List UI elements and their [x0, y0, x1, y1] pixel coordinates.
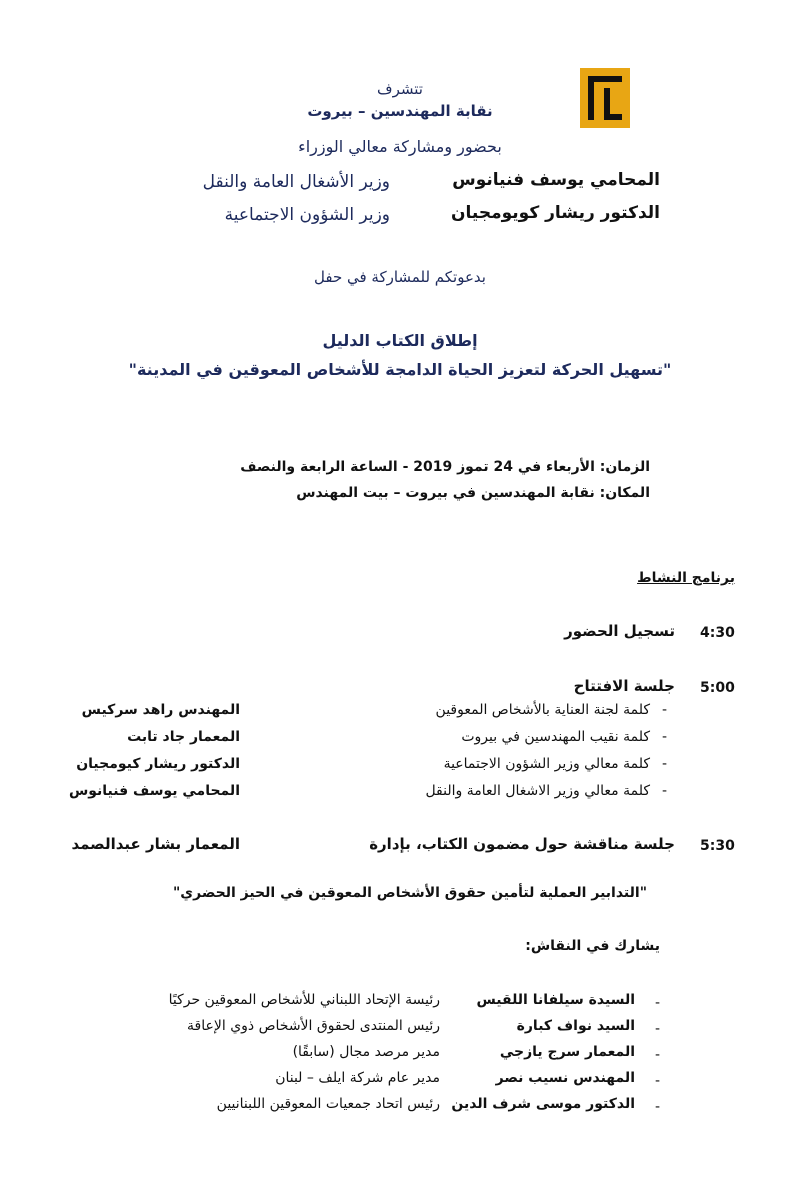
- participant-5-role: رئيس اتحاد جمعيات المعوقين اللبنانيين: [216, 1096, 440, 1112]
- honor-line: تتشرف: [377, 80, 423, 98]
- speaker-4: المحامي يوسف فنيانوس: [68, 783, 240, 799]
- bullet-dash: -: [662, 756, 668, 772]
- bullet-dash: -: [655, 1021, 661, 1037]
- participant-4-name: المهندس نسيب نصر: [495, 1070, 635, 1086]
- bullet-dash: -: [662, 729, 668, 745]
- slot3-title: جلسة مناقشة حول مضمون الكتاب، بإدارة: [369, 835, 675, 853]
- speech-3: كلمة معالي وزير الشؤون الاجتماعية: [443, 756, 650, 772]
- bullet-dash: -: [655, 995, 661, 1011]
- speaker-1: المهندس راهد سركيس: [81, 702, 240, 718]
- bullet-dash: -: [655, 1047, 661, 1063]
- participant-5-name: الدكتور موسى شرف الدين: [451, 1096, 635, 1112]
- slot1-time: 4:30: [700, 625, 735, 641]
- speaker-2: المعمار جاد تابت: [127, 729, 240, 745]
- speech-1: كلمة لجنة العناية بالأشخاص المعوقين: [435, 702, 650, 718]
- participant-1-role: رئيسة الإتحاد اللبناني للأشخاص المعوقين حركيًا: [168, 992, 440, 1008]
- org-name: نقابة المهندسين – بيروت: [307, 102, 493, 120]
- slot3-time: 5:30: [700, 838, 735, 854]
- participant-1-name: السيدة سيلفانا اللقيس: [476, 992, 635, 1008]
- minister-1-role: وزير الأشغال العامة والنقل: [202, 172, 390, 192]
- participants-heading: يشارك في النقاش:: [525, 938, 660, 954]
- event-place: المكان: نقابة المهندسين في بيروت – بيت المهندس: [296, 485, 650, 501]
- minister-2-role: وزير الشؤون الاجتماعية: [224, 205, 390, 225]
- invite-line: بدعوتكم للمشاركة في حفل: [314, 268, 486, 286]
- event-time: الزمان: الأربعاء في 24 تموز 2019 - الساعة الرابعة والنصف: [240, 459, 650, 475]
- speaker-3: الدكتور ريشار كيومجيان: [76, 756, 240, 772]
- participant-2-name: السيد نواف كبارة: [516, 1018, 635, 1034]
- bullet-dash: -: [662, 702, 668, 718]
- discussion-topic: "التدابير العملية لتأمين حقوق الأشخاص المعوقين في الحيز الحضري": [172, 885, 647, 901]
- slot2-title: جلسة الافتتاح: [573, 677, 675, 695]
- minister-1-name: المحامي يوسف فنيانوس: [452, 170, 660, 190]
- minister-2-name: الدكتور ريشار كويومجيان: [451, 203, 660, 223]
- bullet-dash: -: [655, 1099, 661, 1115]
- participant-2-role: رئيس المنتدى لحقوق الأشخاص ذوي الإعاقة: [187, 1018, 440, 1034]
- launch-subtitle: "تسهيل الحركة لتعزيز الحياة الدامجة للأشخاص المعوقين في المدينة": [128, 360, 672, 379]
- participant-3-name: المعمار سرج يازجي: [499, 1044, 635, 1060]
- presence-line: بحضور ومشاركة معالي الوزراء: [298, 137, 502, 156]
- syndicate-logo: [580, 68, 630, 128]
- launch-title: إطلاق الكتاب الدليل: [322, 331, 478, 350]
- participant-4-role: مدير عام شركة ايلف – لبنان: [275, 1070, 440, 1086]
- speech-4: كلمة معالي وزير الاشغال العامة والنقل: [425, 783, 650, 799]
- bullet-dash: -: [662, 783, 668, 799]
- slot3-moderator: المعمار بشار عبدالصمد: [71, 835, 240, 853]
- bullet-dash: -: [655, 1073, 661, 1089]
- slot2-time: 5:00: [700, 680, 735, 696]
- participant-3-role: مدير مرصد مجال (سابقًا): [292, 1044, 440, 1060]
- slot1-title: تسجيل الحضور: [564, 622, 675, 640]
- speech-2: كلمة نقيب المهندسين في بيروت: [461, 729, 650, 745]
- program-heading: برنامج النشاط: [637, 570, 735, 586]
